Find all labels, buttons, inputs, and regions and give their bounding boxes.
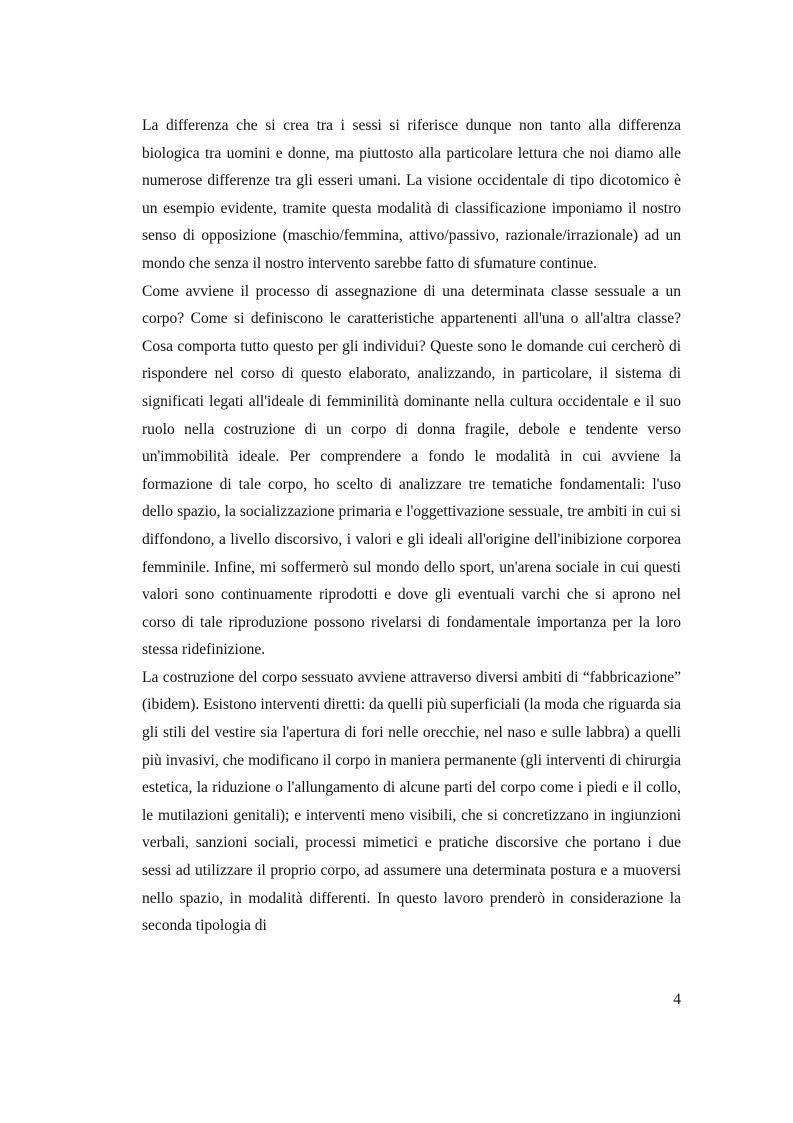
paragraph-dichotomy: La differenza che si crea tra i sessi si riferisce dunque non tanto alla differenza biologica tra uomini e donne, ma piuttosto alla particolare lettura che noi diamo alle numerose differenze tra gli esseri umani. La visione occidentale di tipo dicotomico è un esempio evidente, tramite questa modalità di classificazione imponiamo il nostro senso di opposizione (maschio/femmina, attivo/passivo, razionale/irrazionale) ad un mondo che senza il nostro intervento sarebbe fatto di sfumature continue. [142, 117, 681, 272]
paragraph-body-construction: La costruzione del corpo sessuato avviene attraverso diversi ambiti di “fabbricazione” (ibidem). Esistono interventi diretti: da quelli più superficiali (la moda che riguarda sia gli stili del vestire sia l'apertura di fori nelle orecchie, nel naso e sulle labbra) a quelli più invasivi, che modificano il corpo in maniera permanente (gli interventi di chirurgia estetica, la riduzione o l'allungamento di alcune parti del corpo come i piedi e il collo, le mutilazioni genitali); e interventi meno visibili, che si concretizzano in ingiunzioni verbali, sanzioni sociali, processi mimetici e pratiche discorsive che portano i due sessi ad utilizzare il proprio corpo, ad assumere una determinata postura e a muoversi nello spazio, in modalità differenti. In questo lavoro prenderò in considerazione la seconda tipologia di [142, 668, 681, 935]
paragraph-research-questions: Come avviene il processo di assegnazione di una determinata classe sessuale a un corpo? Come si definiscono le caratteristiche appartenenti all'una o all'altra classe? Cosa comporta tutto questo per gli individui? Queste sono le domande cui cercherò di rispondere nel corso di questo elaborato, analizzando, in particolare, il sistema di significati legati all'ideale di femminilità dominante nella cultura occidentale e il suo ruolo nella costruzione di un corpo di donna fragile, debole e tendente verso un'immobilità ideale. Per comprendere a fondo le modalità in cui avviene la formazione di tale corpo, ho scelto di analizzare tre tematiche fondamentali: l'uso dello spazio, la socializzazione primaria e l'oggettivazione sessuale, tre ambiti in cui si diffondono, a livello discorsivo, i valori e gli ideali all'origine dell'inibizione corporea femminile. Infine, mi soffermerò sul mondo dello sport, un'arena sociale in cui questi valori sono continuamente riprodotti e dove gli eventuali varchi che si aprono nel corso di tale riproduzione possono rivelarsi di fondamentale importanza per la loro stessa ridefinizione. [142, 282, 681, 659]
page-number: 4 [673, 991, 681, 1008]
document-body [142, 112, 681, 940]
